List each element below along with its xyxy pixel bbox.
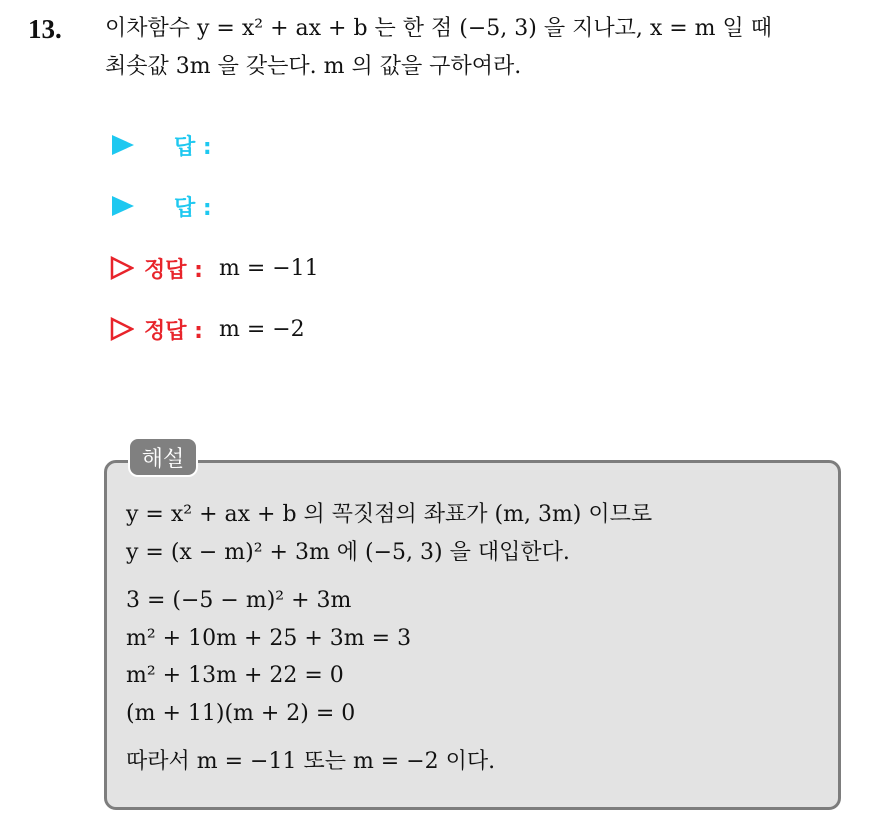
explanation-line: y = (x − m)² + 3m 에 (−5, 3) 을 대입한다. [126,540,570,565]
correct-answer-value: m = −11 [218,255,319,281]
correct-answer-value: m = −2 [218,316,305,342]
explanation-line: 따라서 m = −11 또는 m = −2 이다. [126,749,496,774]
explanation-line: m² + 10m + 25 + 3m = 3 [126,626,412,651]
outline-triangle-icon [110,256,134,280]
correct-answer-label: 정답 : [144,257,203,283]
outline-triangle-icon [110,317,134,341]
problem-number: 13. [28,14,62,44]
explanation-line: (m + 11)(m + 2) = 0 [126,701,356,726]
correct-answer-row-2 [110,312,305,346]
correct-answer-row-1 [110,251,319,285]
filled-triangle-icon [112,135,134,155]
answer-blank-row-1 [110,128,212,162]
problem-text-line-2: 최솟값 3m 을 갖는다. m 의 값을 구하여라. [105,54,522,79]
explanation-line: 3 = (−5 − m)² + 3m [126,588,352,613]
correct-answer-label: 정답 : [144,318,203,344]
answer-blank-label: 답 : [174,195,212,221]
explanation-line: m² + 13m + 22 = 0 [126,663,344,688]
problem-text-line-1: 이차함수 y = x² + ax + b 는 한 점 (−5, 3) 을 지나고, x = m 일 때 [105,16,772,41]
explanation-title-tab: 해설 [128,437,198,477]
explanation-line: y = x² + ax + b 의 꼭짓점의 좌표가 (m, 3m) 이므로 [126,502,653,527]
answer-blank-label: 답 : [174,134,212,160]
answer-blank-row-2 [110,189,212,223]
filled-triangle-icon [112,196,134,216]
